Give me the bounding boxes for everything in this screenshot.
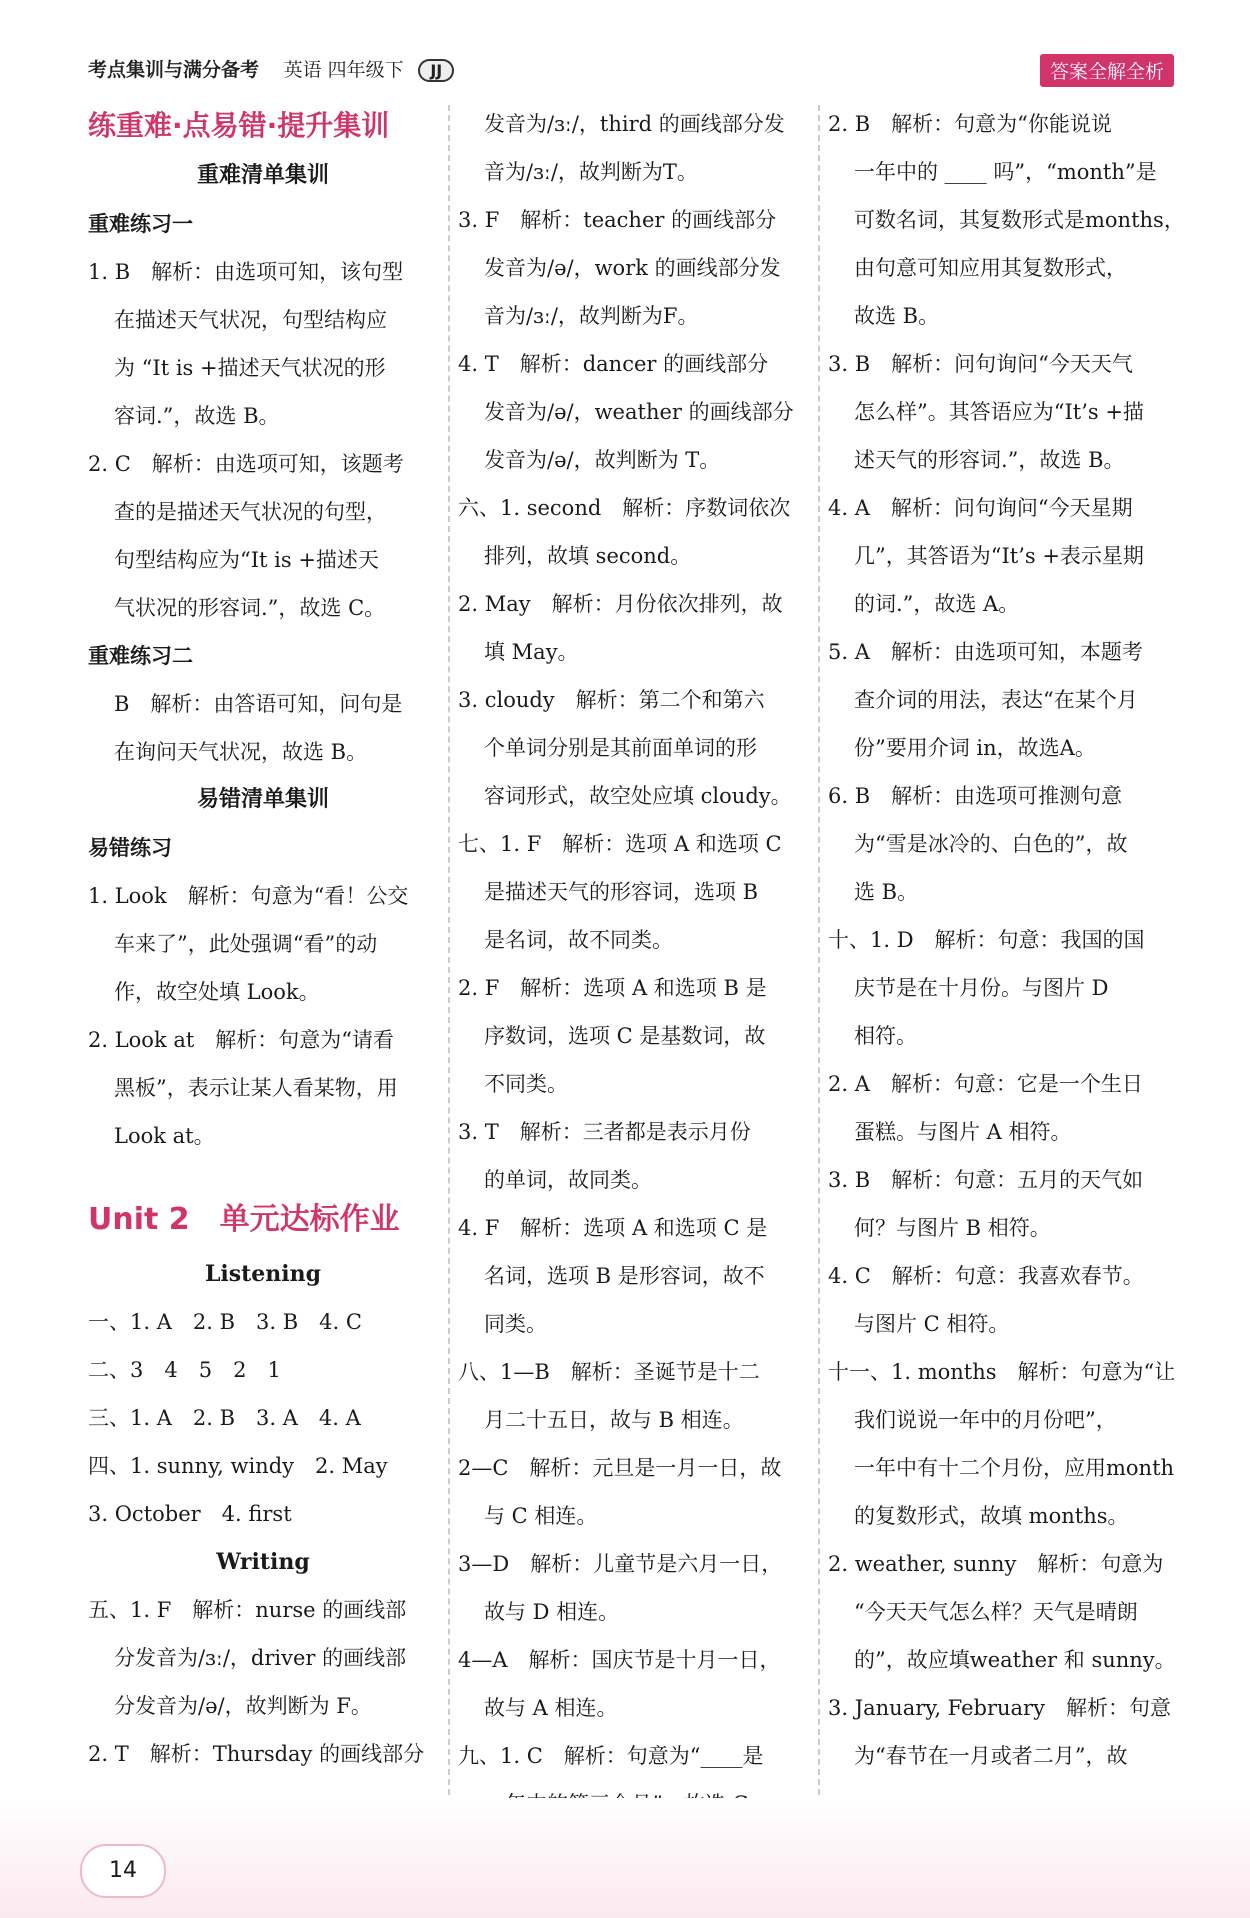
answer-line: 同类。 <box>484 1312 547 1336</box>
answer-tag: 答案全解全析 <box>1040 54 1174 87</box>
answer-line: 的词.”，故选 A。 <box>854 592 1020 616</box>
answer-line: 相符。 <box>854 1024 917 1048</box>
answer-line: 为“春节在一月或者二月”，故 <box>854 1744 1128 1768</box>
answer-line: “今天天气怎么样？天气是晴朗 <box>854 1600 1138 1624</box>
answer-line: 述天气的形容词.”，故选 B。 <box>854 448 1125 472</box>
answer-line: 6. B 解析：由选项可推测句意 <box>828 784 1123 808</box>
answer-line: 4. C 解析：句意：我喜欢春节。 <box>828 1264 1144 1288</box>
answer-line: 2. B 解析：句意为“你能说说 <box>828 112 1112 136</box>
answer-line: 二、3 4 5 2 1 <box>88 1358 281 1382</box>
answer-line: 是描述天气的形容词，选项 B <box>484 880 759 904</box>
answer-line: 容词.”，故选 B。 <box>114 404 280 428</box>
answer-line: 2. May 解析：月份依次排列，故 <box>458 592 783 616</box>
answer-line: 5. A 解析：由选项可知，本题考 <box>828 640 1143 664</box>
answer-line: 与 C 相连。 <box>484 1504 598 1528</box>
answer-line: 四、1. sunny, windy 2. May <box>88 1454 388 1478</box>
answer-line: 的复数形式，故填 months。 <box>854 1504 1129 1528</box>
answer-line: 为 “It is +描述天气状况的形 <box>114 356 386 380</box>
answer-line: 分发音为/ɜː/，driver 的画线部 <box>114 1646 407 1670</box>
answer-line: 2. Look at 解析：句意为“请看 <box>88 1028 395 1052</box>
answer-line: 发音为/ə/，work 的画线部分发 <box>484 256 781 280</box>
answer-line: 选 B。 <box>854 880 919 904</box>
answer-line: 七、1. F 解析：选项 A 和选项 C <box>458 832 782 856</box>
answer-line: 一、1. A 2. B 3. B 4. C <box>88 1310 362 1334</box>
answer-line: 份”要用介词 in，故选A。 <box>854 736 1096 760</box>
answer-line: 3. B 解析：问句询问“今天天气 <box>828 352 1133 376</box>
answer-line: B 解析：由答语可知，问句是 <box>114 692 403 716</box>
answer-line: 不同类。 <box>484 1072 568 1096</box>
answer-line: 查的是描述天气状况的句型， <box>114 500 387 524</box>
column-2 <box>458 100 808 1828</box>
section-title: 练重难·点易错·提升集训 <box>88 109 390 142</box>
answer-line: 十、1. D 解析：句意：我国的国 <box>828 928 1145 952</box>
page-footer <box>0 1798 1250 1918</box>
answer-line: 九、1. C 解析：句意为“____是 <box>458 1744 764 1768</box>
answer-line: 句型结构应为“It is +描述天 <box>114 548 379 572</box>
answer-line: 名词，选项 B 是形容词，故不 <box>484 1264 765 1288</box>
answer-line: 作，故空处填 Look。 <box>114 980 320 1004</box>
answer-line: 我们说说一年中的月份吧”， <box>854 1408 1117 1432</box>
answer-line: 十一、1. months 解析：句意为“让 <box>828 1360 1176 1384</box>
answer-line: 庆节是在十月份。与图片 D <box>854 976 1109 1000</box>
answer-line: 3. F 解析：teacher 的画线部分 <box>458 208 777 232</box>
answer-line: 序数词，选项 C 是基数词，故 <box>484 1024 766 1048</box>
column-divider <box>818 105 820 1805</box>
answer-line: 月二十五日，故与 B 相连。 <box>484 1408 744 1432</box>
answer-line: 2—C 解析：元旦是一月一日，故 <box>458 1456 782 1480</box>
answer-line: 在描述天气状况，句型结构应 <box>114 308 387 332</box>
answer-line: 六、1. second 解析：序数词依次 <box>458 496 791 520</box>
answer-line: 3—D 解析：儿童节是六月一日， <box>458 1552 783 1576</box>
subject-grade: 英语 四年级下 <box>283 59 404 81</box>
answer-line: 几”，其答语为“It’s +表示星期 <box>854 544 1144 568</box>
answer-line: 由句意可知应用其复数形式， <box>854 256 1127 280</box>
answer-line: 容词形式，故空处应填 cloudy。 <box>484 784 792 808</box>
answer-line: 4. F 解析：选项 A 和选项 C 是 <box>458 1216 768 1240</box>
sub-title: 易错清单集训 <box>196 787 329 812</box>
answer-line: 与图片 C 相符。 <box>854 1312 1010 1336</box>
answer-line: 发音为/ə/，weather 的画线部分 <box>484 400 794 424</box>
answer-line: 一年中有十二个月份，应用month <box>854 1456 1175 1480</box>
answer-line: 3. B 解析：句意：五月的天气如 <box>828 1168 1144 1192</box>
answer-line: 故选 B。 <box>854 304 940 328</box>
sub-title: 重难清单集训 <box>196 163 329 188</box>
answer-line: 在询问天气状况，故选 B。 <box>114 740 368 764</box>
answer-line: 2. T 解析：Thursday 的画线部分 <box>88 1742 425 1766</box>
answer-line: 故与 D 相连。 <box>484 1600 620 1624</box>
answer-line: 4. A 解析：问句询问“今天星期 <box>828 496 1133 520</box>
listening-title: Listening <box>204 1261 322 1287</box>
answer-line: 三、1. A 2. B 3. A 4. A <box>88 1406 361 1430</box>
answer-line: 1. B 解析：由选项可知，该句型 <box>88 260 404 284</box>
answer-line: Look at。 <box>114 1124 215 1148</box>
answer-line: 4. T 解析：dancer 的画线部分 <box>458 352 769 376</box>
answer-line: 黑板”，表示让某人看某物，用 <box>114 1076 398 1100</box>
answer-line: 1. Look 解析：句意为“看！公交 <box>88 884 409 908</box>
answer-line: 2. weather, sunny 解析：句意为 <box>828 1552 1164 1576</box>
answer-line: 2. F 解析：选项 A 和选项 B 是 <box>458 976 767 1000</box>
answer-line: 3. January, February 解析：句意 <box>828 1696 1171 1720</box>
answer-line: 3. October 4. first <box>88 1502 292 1526</box>
answer-line: 发音为/ɜː/，third 的画线部分发 <box>484 112 785 136</box>
answer-line: 八、1—B 解析：圣诞节是十二 <box>458 1360 760 1384</box>
answer-line: 填 May。 <box>484 640 579 664</box>
answer-line: 分发音为/ə/，故判断为 F。 <box>114 1694 372 1718</box>
writing-title: Writing <box>216 1549 310 1575</box>
answer-line: 4—A 解析：国庆节是十月一日， <box>458 1648 781 1672</box>
practice-title: 重难练习二 <box>88 644 193 668</box>
practice-title: 易错练习 <box>88 836 172 860</box>
answer-line: 车来了”，此处强调“看”的动 <box>114 932 378 956</box>
practice-title: 重难练习一 <box>88 212 193 236</box>
answer-line: 何？与图片 B 相符。 <box>854 1216 1051 1240</box>
answer-line: 2. C 解析：由选项可知，该题考 <box>88 452 404 476</box>
answer-line: 3. T 解析：三者都是表示月份 <box>458 1120 751 1144</box>
answer-line: 3. cloudy 解析：第二个和第六 <box>458 688 765 712</box>
column-1 <box>88 100 438 1778</box>
answer-line: 五、1. F 解析：nurse 的画线部 <box>88 1598 407 1622</box>
answer-line: 的”，故应填weather 和 sunny。 <box>854 1648 1176 1672</box>
book-title: 考点集训与满分备考 <box>88 59 260 81</box>
answer-line: 故与 A 相连。 <box>484 1696 618 1720</box>
answer-line: 查介词的用法，表达“在某个月 <box>854 688 1138 712</box>
answer-line: 蛋糕。与图片 A 相符。 <box>854 1120 1072 1144</box>
column-3 <box>828 100 1185 1780</box>
answer-line: 的单词，故同类。 <box>484 1168 652 1192</box>
answer-line: 个单词分别是其前面单词的形 <box>484 736 757 760</box>
answer-line: 排列，故填 second。 <box>484 544 692 568</box>
answer-line: 为“雪是冰冷的、白色的”，故 <box>854 832 1128 856</box>
answer-line: 可数名词，其复数形式是months， <box>854 208 1185 232</box>
page-number: 14 <box>80 1844 166 1898</box>
answer-line: 2. A 解析：句意：它是一个生日 <box>828 1072 1143 1096</box>
answer-line: 是名词，故不同类。 <box>484 928 673 952</box>
answer-line: 一年中的 ____ 吗”，“month”是 <box>854 160 1157 184</box>
answer-line: 气状况的形容词.”，故选 C。 <box>114 596 386 620</box>
answer-line: 音为/ɜː/，故判断为F。 <box>484 304 699 328</box>
answer-line: 怎么样”。其答语应为“It’s +描 <box>854 400 1144 424</box>
column-divider <box>448 105 450 1805</box>
unit-title: Unit 2 单元达标作业 <box>88 1202 400 1237</box>
answer-line: 发音为/ə/，故判断为 T。 <box>484 448 721 472</box>
book-header <box>88 55 454 82</box>
edition-badge: JJ <box>418 59 454 82</box>
answer-line: 音为/ɜː/，故判断为T。 <box>484 160 698 184</box>
